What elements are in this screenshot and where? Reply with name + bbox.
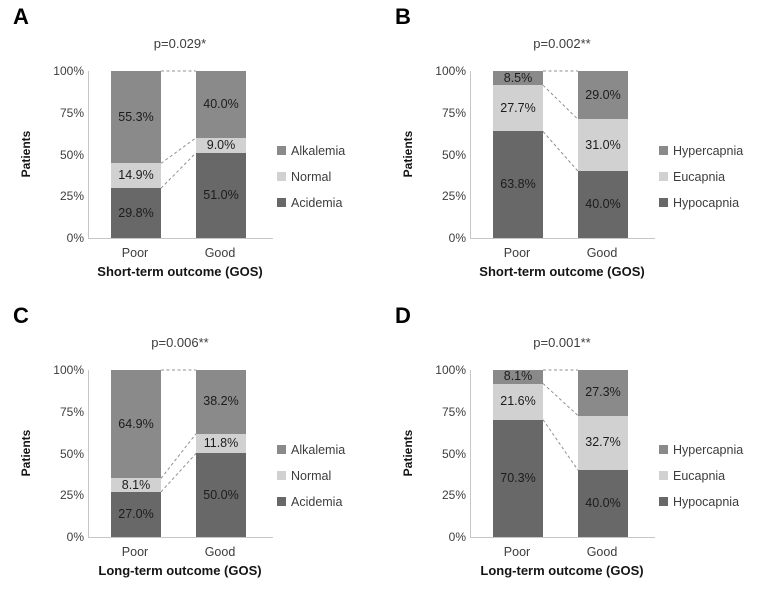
stacked-bar-good bbox=[578, 370, 628, 537]
y-tick-label: 25% bbox=[441, 488, 466, 503]
y-tick-label: 50% bbox=[441, 446, 466, 461]
legend-swatch-icon bbox=[659, 497, 668, 506]
legend bbox=[277, 443, 345, 521]
segment-value-label: 40.0% bbox=[585, 496, 621, 511]
legend-label: Hypercapnia bbox=[673, 143, 744, 158]
x-category-label-poor: Poor bbox=[121, 246, 149, 260]
stacked-bar-poor bbox=[111, 71, 161, 238]
y-tick-label: 50% bbox=[59, 446, 84, 461]
segment-value-label: 8.5% bbox=[503, 70, 533, 85]
y-tick-label: 75% bbox=[441, 105, 466, 120]
plot-area bbox=[470, 370, 655, 538]
legend-swatch-icon bbox=[659, 172, 668, 181]
legend-swatch-icon bbox=[659, 146, 668, 155]
y-tick-label: 100% bbox=[435, 64, 466, 78]
x-category-label-good: Good bbox=[586, 246, 618, 260]
y-tick-label: 50% bbox=[441, 147, 466, 162]
legend-item bbox=[659, 495, 743, 508]
stacked-bar-poor bbox=[493, 71, 543, 238]
stacked-bar-good bbox=[578, 71, 628, 238]
y-tick-label: 100% bbox=[435, 363, 466, 377]
y-tick-label: 0% bbox=[66, 231, 84, 245]
y-tick-label: 0% bbox=[66, 530, 84, 544]
panel-letter: C bbox=[13, 303, 29, 328]
legend-label: Hypocapnia bbox=[673, 195, 740, 210]
panel-d bbox=[382, 299, 765, 598]
panel-letter: A bbox=[13, 4, 29, 29]
bar-segment-normal bbox=[111, 163, 161, 188]
y-axis-title: Patients bbox=[401, 429, 415, 477]
bar-segment-alkalemia bbox=[111, 370, 161, 478]
legend-item bbox=[659, 196, 743, 209]
legend-item bbox=[277, 469, 345, 482]
segment-value-label: 14.9% bbox=[118, 168, 154, 183]
legend bbox=[659, 443, 743, 521]
segment-value-label: 40.0% bbox=[585, 197, 621, 212]
plot-area bbox=[470, 71, 655, 239]
legend-swatch-icon bbox=[277, 172, 286, 181]
y-tick-label: 50% bbox=[59, 147, 84, 162]
plot-area bbox=[88, 71, 273, 239]
x-axis-title: Long-term outcome (GOS) bbox=[480, 563, 644, 578]
segment-value-label: 9.0% bbox=[206, 137, 236, 152]
segment-value-label: 64.9% bbox=[118, 416, 154, 431]
bar-segment-hypercapnia bbox=[493, 370, 543, 384]
legend-label: Acidemia bbox=[291, 195, 343, 210]
x-axis-title: Short-term outcome (GOS) bbox=[479, 264, 645, 279]
legend bbox=[659, 144, 743, 222]
legend-label: Alkalemia bbox=[291, 442, 346, 457]
legend-label: Normal bbox=[291, 468, 332, 483]
legend-item bbox=[277, 443, 345, 456]
legend-label: Acidemia bbox=[291, 494, 343, 509]
x-category-label-poor: Poor bbox=[503, 545, 531, 559]
bar-segment-normal bbox=[196, 434, 246, 454]
legend-swatch-icon bbox=[659, 445, 668, 454]
legend-label: Eucapnia bbox=[673, 468, 726, 483]
segment-value-label: 27.3% bbox=[585, 385, 621, 400]
y-tick-label: 25% bbox=[59, 488, 84, 503]
bar-segment-hypercapnia bbox=[578, 370, 628, 416]
segment-value-label: 70.3% bbox=[500, 470, 536, 485]
stacked-bar-poor bbox=[493, 370, 543, 537]
y-tick-label: 0% bbox=[448, 530, 466, 544]
segment-value-label: 21.6% bbox=[500, 394, 536, 409]
panel-c bbox=[0, 299, 382, 598]
y-tick-label: 0% bbox=[448, 231, 466, 245]
y-tick-label: 25% bbox=[441, 189, 466, 204]
legend-item bbox=[277, 170, 345, 183]
bar-segment-acidemia bbox=[111, 492, 161, 537]
y-tick-label: 25% bbox=[59, 189, 84, 204]
x-category-label-poor: Poor bbox=[121, 545, 149, 559]
bar-segment-hypocapnia bbox=[578, 171, 628, 238]
y-tick-label: 75% bbox=[59, 105, 84, 120]
legend-item bbox=[659, 170, 743, 183]
legend-item bbox=[277, 144, 345, 157]
bar-segment-eucapnia bbox=[493, 384, 543, 420]
bar-segment-acidemia bbox=[196, 153, 246, 238]
segment-value-label: 51.0% bbox=[203, 187, 239, 202]
bar-segment-eucapnia bbox=[578, 119, 628, 171]
segment-value-label: 31.0% bbox=[585, 137, 621, 152]
x-axis-title: Short-term outcome (GOS) bbox=[97, 264, 263, 279]
legend-swatch-icon bbox=[277, 497, 286, 506]
bar-segment-eucapnia bbox=[493, 85, 543, 131]
bar-segment-normal bbox=[111, 478, 161, 492]
legend-swatch-icon bbox=[277, 198, 286, 207]
legend-label: Alkalemia bbox=[291, 143, 346, 158]
segment-value-label: 38.2% bbox=[203, 394, 239, 409]
y-tick-label: 100% bbox=[53, 363, 84, 377]
y-axis-title: Patients bbox=[401, 130, 415, 178]
y-tick-label: 75% bbox=[59, 404, 84, 419]
legend-label: Eucapnia bbox=[673, 169, 726, 184]
bar-segment-hypercapnia bbox=[493, 71, 543, 85]
legend-swatch-icon bbox=[277, 471, 286, 480]
legend-item bbox=[659, 469, 743, 482]
bar-segment-hypocapnia bbox=[493, 420, 543, 537]
x-category-label-good: Good bbox=[204, 246, 236, 260]
bar-segment-alkalemia bbox=[196, 370, 246, 434]
legend-item bbox=[277, 196, 345, 209]
y-tick-label: 75% bbox=[441, 404, 466, 419]
y-axis-title: Patients bbox=[19, 429, 33, 477]
panel-a bbox=[0, 0, 382, 299]
p-value-title: p=0.006** bbox=[151, 335, 209, 350]
segment-value-label: 11.8% bbox=[203, 436, 239, 451]
bar-segment-acidemia bbox=[111, 188, 161, 238]
stacked-bar-good bbox=[196, 71, 246, 238]
bar-segment-eucapnia bbox=[578, 416, 628, 471]
bar-segment-hypercapnia bbox=[578, 71, 628, 119]
segment-value-label: 32.7% bbox=[585, 435, 621, 450]
y-tick-label: 100% bbox=[53, 64, 84, 78]
panel-letter: B bbox=[395, 4, 411, 29]
bar-segment-normal bbox=[196, 138, 246, 153]
bar-segment-alkalemia bbox=[111, 71, 161, 163]
bar-segment-hypocapnia bbox=[578, 470, 628, 537]
y-axis-title: Patients bbox=[19, 130, 33, 178]
segment-value-label: 27.7% bbox=[500, 100, 536, 115]
legend-label: Hypercapnia bbox=[673, 442, 744, 457]
segment-value-label: 50.0% bbox=[203, 487, 239, 502]
bar-segment-hypocapnia bbox=[493, 131, 543, 238]
p-value-title: p=0.029* bbox=[153, 36, 207, 51]
p-value-title: p=0.002** bbox=[533, 36, 591, 51]
x-category-label-poor: Poor bbox=[503, 246, 531, 260]
legend-label: Normal bbox=[291, 169, 332, 184]
segment-value-label: 29.8% bbox=[118, 205, 154, 220]
segment-value-label: 8.1% bbox=[121, 477, 151, 492]
panel-letter: D bbox=[395, 303, 411, 328]
legend-item bbox=[659, 443, 743, 456]
segment-value-label: 63.8% bbox=[500, 177, 536, 192]
plot-area bbox=[88, 370, 273, 538]
legend-item bbox=[277, 495, 345, 508]
legend-swatch-icon bbox=[659, 198, 668, 207]
bar-segment-alkalemia bbox=[196, 71, 246, 138]
legend-swatch-icon bbox=[277, 445, 286, 454]
bar-segment-acidemia bbox=[196, 453, 246, 537]
legend-swatch-icon bbox=[659, 471, 668, 480]
x-category-label-good: Good bbox=[586, 545, 618, 559]
p-value-title: p=0.001** bbox=[533, 335, 591, 350]
stacked-bar-poor bbox=[111, 370, 161, 537]
segment-value-label: 8.1% bbox=[503, 369, 533, 384]
x-category-label-good: Good bbox=[204, 545, 236, 559]
legend-item bbox=[659, 144, 743, 157]
legend-label: Hypocapnia bbox=[673, 494, 740, 509]
panel-b bbox=[382, 0, 765, 299]
x-axis-title: Long-term outcome (GOS) bbox=[98, 563, 262, 578]
stacked-bar-good bbox=[196, 370, 246, 537]
legend bbox=[277, 144, 345, 222]
segment-value-label: 55.3% bbox=[118, 109, 154, 124]
legend-swatch-icon bbox=[277, 146, 286, 155]
segment-value-label: 40.0% bbox=[203, 96, 239, 111]
segment-value-label: 29.0% bbox=[585, 87, 621, 102]
segment-value-label: 27.0% bbox=[118, 506, 154, 521]
